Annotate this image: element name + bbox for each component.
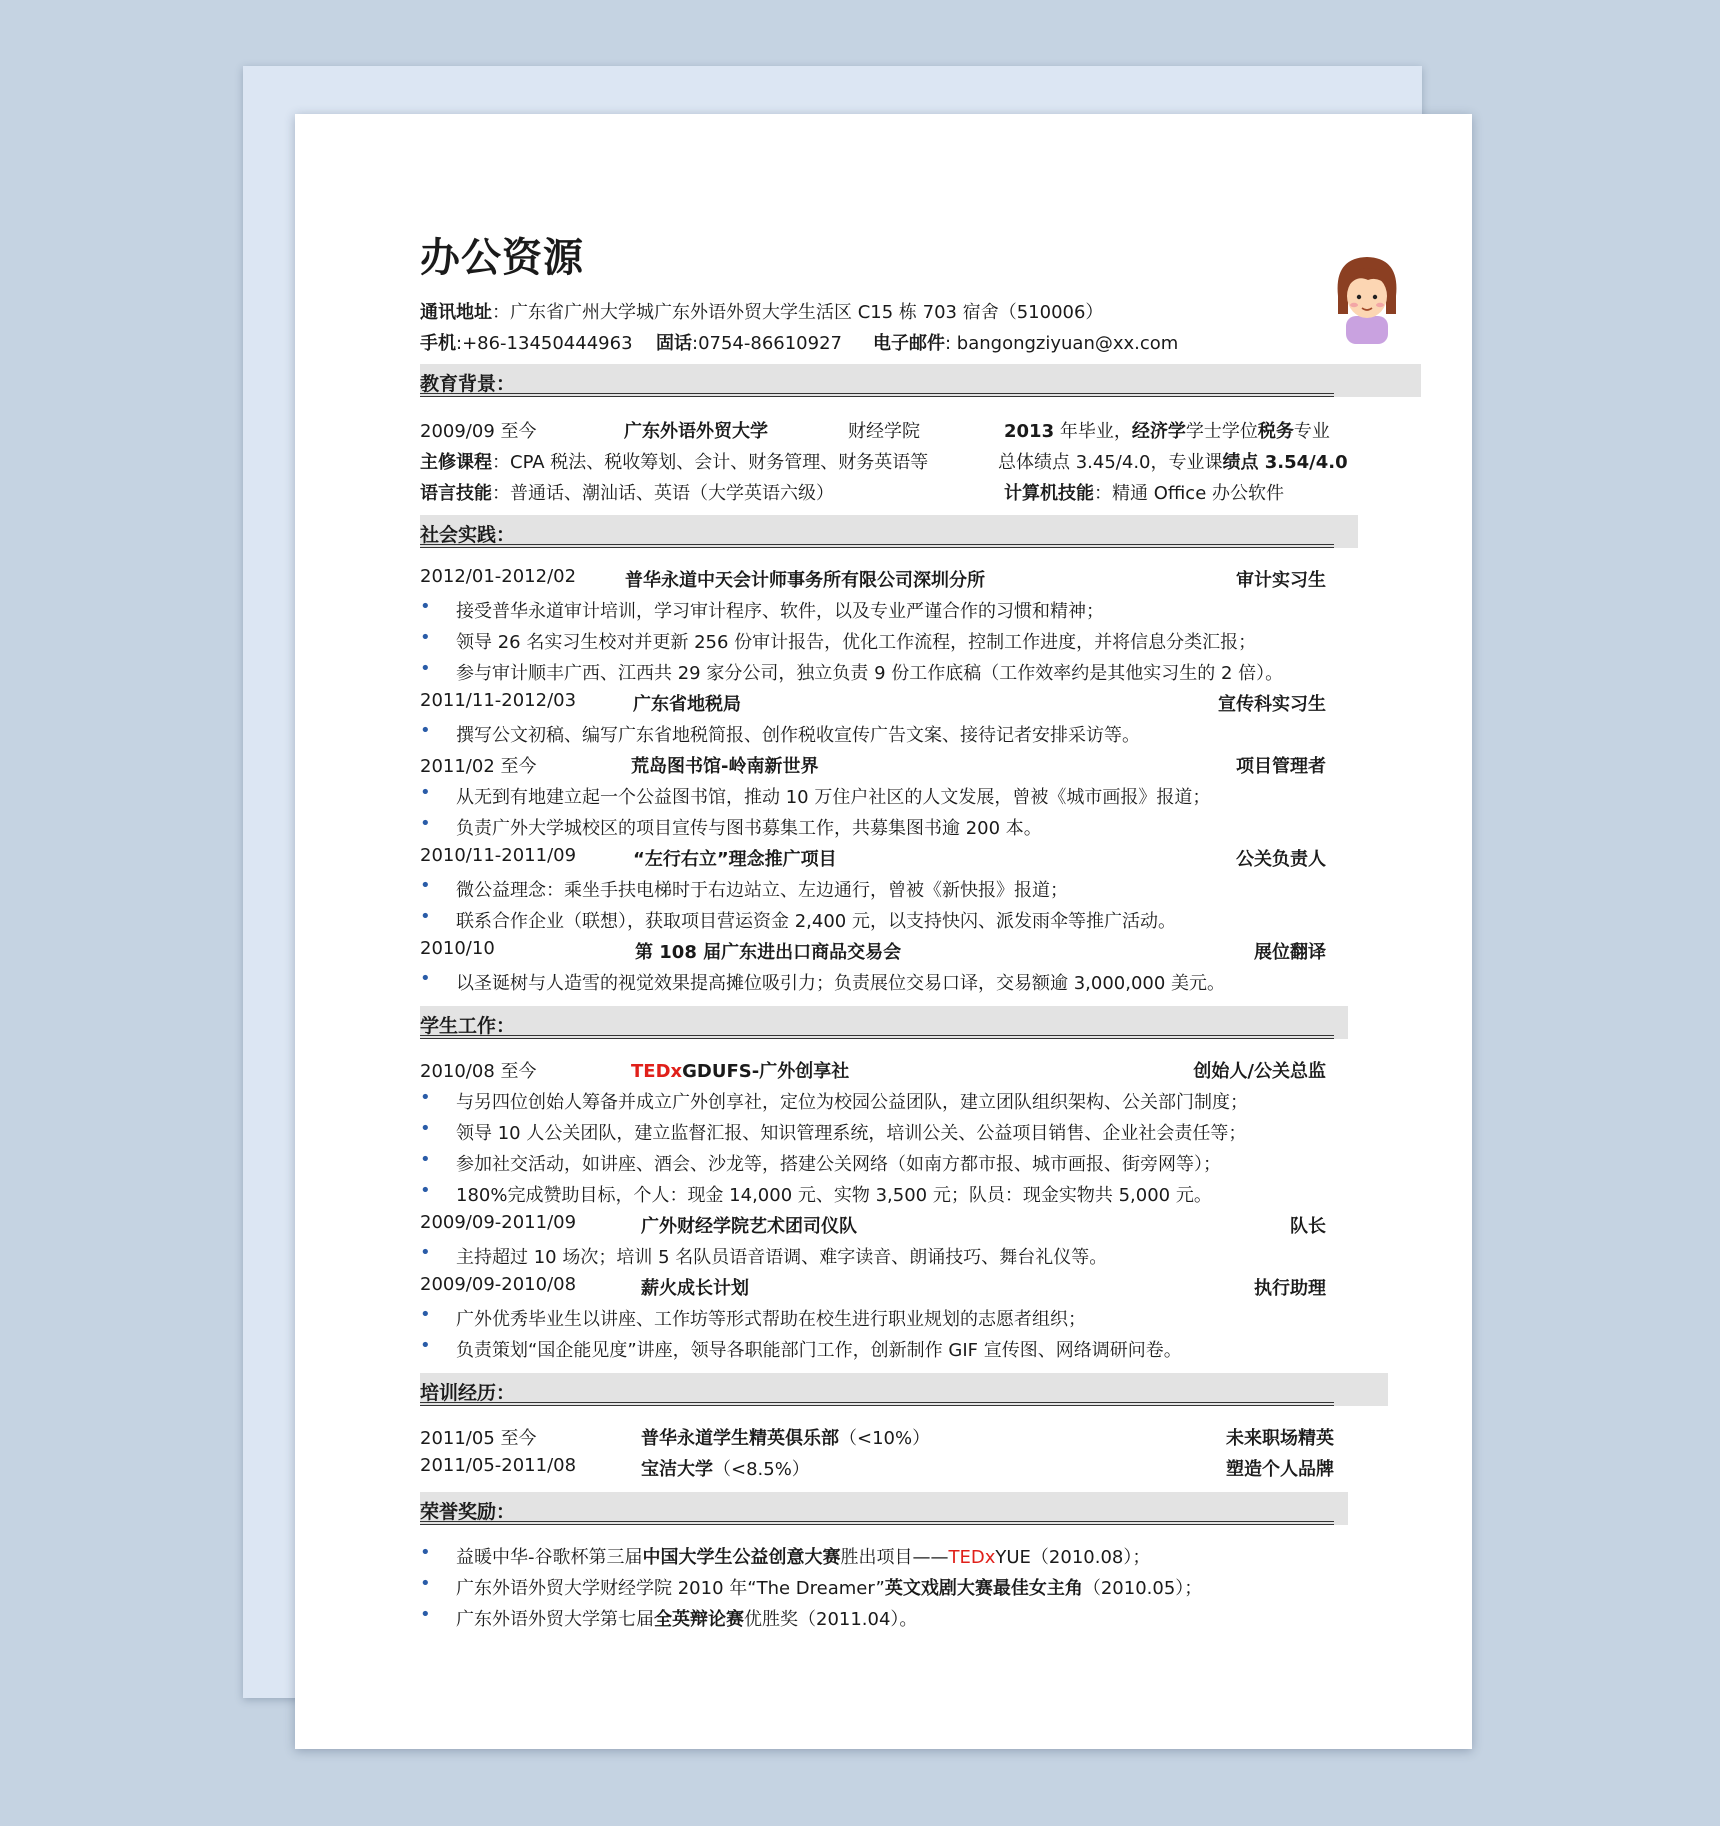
entry-org: 广外财经学院艺术团司仪队 <box>641 1216 857 1237</box>
lang-label: 语言技能 <box>420 483 492 504</box>
list-item-text: 撰写公文初稿、编写广东省地税简报、创作税收宣传广告文案、接待记者安排采访等。 <box>456 725 1140 746</box>
phone-label: 手机 <box>420 333 456 354</box>
entry-date: 2009/09-2011/09 <box>420 1212 577 1233</box>
entry-header <box>420 1057 1334 1083</box>
list-item-text: 联系合作企业（联想），获取项目营运资金 2,400 元，以支持快闪、派发雨伞等推广活动。 <box>456 911 1176 932</box>
list-item-text: 与另四位创始人筹备并成立广外创享社，定位为校园公益团队，建立团队组织架构、公关部门制度； <box>456 1092 1248 1113</box>
honor-award: 中国大学生公益创意大赛 <box>642 1547 841 1568</box>
list-item-text <box>456 1543 1150 1569</box>
honor-text: 胜出项目—— <box>840 1547 949 1568</box>
entry-date: 2010/08 至今 <box>420 1061 537 1082</box>
section-title-honors: 荣誉奖励： <box>420 1501 516 1523</box>
list-item-text: 负责策划“国企能见度”讲座，领导各职能部门工作，创新制作 GIF 宣传图、网络调研问卷。 <box>456 1340 1182 1361</box>
email-line <box>873 329 1178 355</box>
bullet-icon: • <box>420 658 431 679</box>
bullet-icon: • <box>420 875 431 896</box>
section-rule <box>420 1402 1334 1406</box>
section-title-student-work: 学生工作： <box>420 1015 516 1037</box>
section-training <box>420 1373 1388 1406</box>
list-item-text: 微公益理念：乘坐手扶电梯时于右边站立、左边通行，曾被《新快报》报道； <box>456 880 1068 901</box>
entry-org: 广东省地税局 <box>633 694 741 715</box>
bullet-icon: • <box>420 1118 431 1139</box>
entry-org <box>631 1057 849 1083</box>
entry-role: 项目管理者 <box>1236 756 1326 777</box>
training-org: 普华永道学生精英俱乐部 <box>641 1428 839 1449</box>
training-note: （<8.5%） <box>713 1459 810 1480</box>
honor-award: 英文戏剧大赛最佳女主角 <box>884 1578 1083 1599</box>
list-item-text: 主持超过 10 场次；培训 5 名队员语音语调、难字读音、朗诵技巧、舞台礼仪等。 <box>456 1247 1108 1268</box>
list-item-text: 以圣诞树与人造雪的视觉效果提高摊位吸引力；负责展位交易口译，交易额逾 3,000,000 美元。 <box>456 973 1226 994</box>
comp-value: ：精通 Office 办公软件 <box>1094 483 1284 504</box>
bullet-icon: • <box>420 1242 431 1263</box>
entry-header <box>420 938 1334 964</box>
email-label: 电子邮件 <box>873 333 945 354</box>
entry-org-rest: GDUFS-广外创享社 <box>682 1061 850 1082</box>
entry-role: 公关负责人 <box>1236 849 1326 870</box>
gpa-text: 总体绩点 3.45/4.0，专业课 <box>998 452 1223 473</box>
bullet-icon: • <box>420 1304 431 1325</box>
entry-org: 普华永道中天会计师事务所有限公司深圳分所 <box>625 570 985 591</box>
training-org: 宝洁大学 <box>641 1459 713 1480</box>
entry-role: 队长 <box>1290 1216 1326 1237</box>
grad-text: 专业 <box>1293 421 1330 442</box>
bullet-icon: • <box>420 813 431 834</box>
list-item-text: 参加社交活动，如讲座、酒会、沙龙等，搭建公关网络（如南方都市报、城市画报、街旁网等）； <box>456 1154 1221 1175</box>
honor-text: （2010.05）； <box>1082 1578 1203 1599</box>
resume-page <box>295 114 1472 1749</box>
entry-role: 宣传科实习生 <box>1218 694 1326 715</box>
bullet-icon: • <box>420 782 431 803</box>
entry-date: 2011/05 至今 <box>420 1428 537 1449</box>
section-title-training: 培训经历： <box>420 1382 516 1404</box>
phone-line <box>420 329 633 355</box>
grad-text: 年毕业， <box>1054 421 1132 442</box>
bullet-icon: • <box>420 1604 431 1625</box>
edu-degree <box>1004 417 1330 443</box>
entry-role: 创始人/公关总监 <box>1193 1061 1326 1082</box>
honor-award: 全英辩论赛 <box>654 1609 744 1630</box>
bullet-icon: • <box>420 1180 431 1201</box>
entry-role: 审计实习生 <box>1236 570 1326 591</box>
list-item-text: 领导 26 名实习生校对并更新 256 份审计报告，优化工作流程，控制工作进度，并将信息分类汇报； <box>456 632 1257 653</box>
entry-org: 荒岛图书馆-岭南新世界 <box>631 756 819 777</box>
avatar <box>1328 252 1406 344</box>
bullet-icon: • <box>420 1087 431 1108</box>
edu-language <box>420 479 834 505</box>
page-title: 办公资源 <box>420 235 584 281</box>
entry-role: 执行助理 <box>1254 1278 1326 1299</box>
section-rule <box>420 1035 1334 1039</box>
list-item-text: 接受普华永道审计培训，学习审计程序、软件，以及专业严谨合作的习惯和精神； <box>456 601 1104 622</box>
training-note: （<10%） <box>839 1428 931 1449</box>
grad-year: 2013 <box>1004 421 1055 442</box>
section-practice <box>420 515 1358 548</box>
entry-role: 展位翻译 <box>1254 942 1326 963</box>
training-row <box>420 1455 1334 1481</box>
entry-header <box>420 690 1334 716</box>
entry-org <box>641 1424 930 1450</box>
section-title-practice: 社会实践： <box>420 524 516 546</box>
section-title-education: 教育背景： <box>420 373 516 395</box>
entry-org <box>641 1455 810 1481</box>
section-rule <box>420 1521 1334 1525</box>
bullet-icon: • <box>420 720 431 741</box>
grad-text: 学士学位 <box>1185 421 1258 442</box>
phone-value: :+86-13450444963 <box>456 333 633 354</box>
section-rule <box>420 393 1334 397</box>
tel-value: :0754-86610927 <box>692 333 842 354</box>
list-item-text: 180%完成赞助目标，个人：现金 14,000 元、实物 3,500 元；队员：现金实物共 5,000 元。 <box>456 1185 1212 1206</box>
edu-courses <box>420 448 928 474</box>
address-value: ：广东省广州大学城广东外语外贸大学生活区 C15 栋 703 宿舍（510006） <box>492 302 1104 323</box>
entry-header <box>420 1274 1334 1300</box>
bullet-icon: • <box>420 1542 431 1563</box>
honor-text: YUE（2010.08）； <box>995 1547 1151 1568</box>
honor-text: 益暖中华-谷歌杯第三届 <box>456 1547 643 1568</box>
honor-text: 广东外语外贸大学第七届 <box>456 1609 654 1630</box>
entry-role: 未来职场精英 <box>1226 1428 1334 1449</box>
edu-school: 广东外语外贸大学 <box>624 421 768 442</box>
edu-gpa <box>998 448 1348 474</box>
entry-header <box>420 566 1334 592</box>
bullet-icon: • <box>420 1335 431 1356</box>
entry-header <box>420 845 1334 871</box>
grad-tax: 税务 <box>1257 421 1294 442</box>
comp-label: 计算机技能 <box>1004 483 1094 504</box>
bullet-icon: • <box>420 906 431 927</box>
list-item-text <box>456 1605 917 1631</box>
entry-date: 2011/11-2012/03 <box>420 690 577 711</box>
entry-date: 2010/10 <box>420 938 495 959</box>
bullet-icon: • <box>420 596 431 617</box>
entry-role: 塑造个人品牌 <box>1226 1459 1334 1480</box>
list-item-text <box>456 1574 1202 1600</box>
edu-date: 2009/09 至今 <box>420 421 537 442</box>
bullet-icon: • <box>420 968 431 989</box>
edu-computer <box>1004 479 1284 505</box>
section-education <box>420 364 1421 397</box>
bullet-icon: • <box>420 1573 431 1594</box>
tedx-highlight: TEDx <box>948 1547 996 1568</box>
list-item-text: 从无到有地建立起一个公益图书馆，推动 10 万住户社区的人文发展，曾被《城市画报》报道； <box>456 787 1211 808</box>
section-rule <box>420 544 1334 548</box>
list-item-text: 领导 10 人公关团队，建立监督汇报、知识管理系统，培训公关、公益项目销售、企业社会责任等； <box>456 1123 1247 1144</box>
courses-value: ：CPA 税法、税收筹划、会计、财务管理、财务英语等 <box>492 452 929 473</box>
tel-line <box>656 329 842 355</box>
list-item-text: 参与审计顺丰广西、江西共 29 家分公司，独立负责 9 份工作底稿（工作效率约是其他实习生的 2 倍）。 <box>456 663 1284 684</box>
entry-header <box>420 752 1334 778</box>
entry-date: 2011/05-2011/08 <box>420 1455 577 1476</box>
edu-college: 财经学院 <box>848 421 920 442</box>
lang-value: ：普通话、潮汕话、英语（大学英语六级） <box>492 483 834 504</box>
honor-text: 优胜奖（2011.04）。 <box>744 1609 918 1630</box>
list-item-text: 负责广外大学城校区的项目宣传与图书募集工作，共募集图书逾 200 本。 <box>456 818 1042 839</box>
address-label: 通讯地址 <box>420 302 492 323</box>
address-line <box>420 298 1103 324</box>
section-student-work <box>420 1006 1348 1039</box>
gpa-value: 绩点 3.54/4.0 <box>1222 452 1348 473</box>
entry-date: 2011/02 至今 <box>420 756 537 777</box>
courses-label: 主修课程 <box>420 452 492 473</box>
bullet-icon: • <box>420 627 431 648</box>
list-item-text: 广外优秀毕业生以讲座、工作坊等形式帮助在校生进行职业规划的志愿者组织； <box>456 1309 1086 1330</box>
entry-date: 2010/11-2011/09 <box>420 845 577 866</box>
entry-date: 2009/09-2010/08 <box>420 1274 577 1295</box>
grad-major: 经济学 <box>1131 421 1186 442</box>
email-value: : bangongziyuan@xx.com <box>945 333 1179 354</box>
entry-org: 薪火成长计划 <box>641 1278 749 1299</box>
tel-label: 固话 <box>656 333 692 354</box>
entry-org: 第 108 届广东进出口商品交易会 <box>635 942 902 963</box>
entry-date: 2012/01-2012/02 <box>420 566 577 587</box>
entry-org: “左行右立”理念推广项目 <box>633 849 837 870</box>
section-honors <box>420 1492 1348 1525</box>
honor-text: 广东外语外贸大学财经学院 2010 年“The Dreamer” <box>456 1578 885 1599</box>
entry-header <box>420 1212 1334 1238</box>
training-row <box>420 1424 1334 1450</box>
bullet-icon: • <box>420 1149 431 1170</box>
tedx-highlight: TEDx <box>631 1061 683 1082</box>
